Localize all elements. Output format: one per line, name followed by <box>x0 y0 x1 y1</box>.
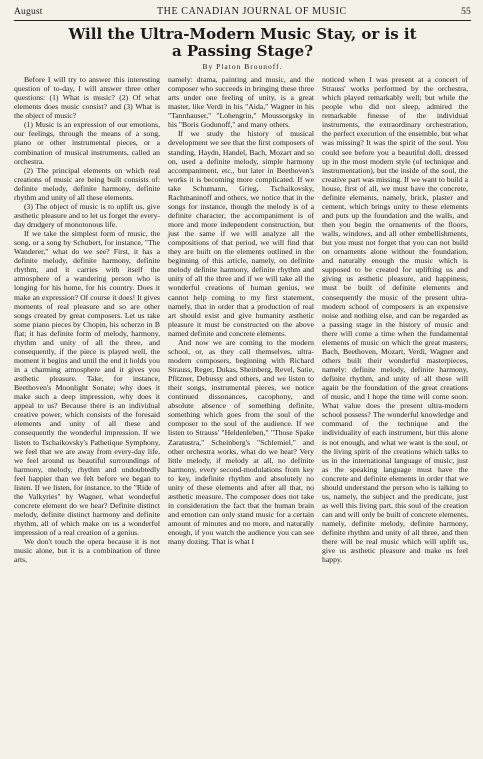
article-byline: By Platon Brounoff. <box>202 62 283 71</box>
column-3 <box>322 75 468 564</box>
paragraph: If we take the simplest form of music, the song, or a song by Schubert, for instance, "The Wanderer," what do we see? First, it has a definite melody, definite harmony, definite rhythm, and it carries with itself the atmosphere of a wandering person who is longing for his home, for his country. Does it make an expression? Of course it does! It gives moments of real pleasure and so are other songs created by great composers. Let us take some piano pieces by Chopin, his scherzo in B flat; it has definite form of melody, harmony, rhythm and unity of all the three, and consequently, if the piece is played well, the moment it begins and until the end it holds you in a charming atmosphere and it gives you æsthetic pleasure. Take, for instance, Beethoven's Moonlight Sonate; why does it make such a deep impression, why does it appeal to us? Because there is an individual creative power, which consists of the foresaid elements and unity of all these and consequently the wonderful impression. If we listen to Tschaikovsky's Pathetique Symphony, we feel that we are away from every-day life, we feel around us beautiful surroundings of harmony, melody, rhythm and undoubtedly feel happier than we felt before we began to listen. If we listen, for instance, to the "Ride of the Valkyries" by Wagner, what wonderful concrete element do we hear? Definite distinct melody, definite distinct harmony and definite rhythm, all of which make on us a wonderful impression of a real creation of a genius. <box>14 229 160 538</box>
paragraph: And now we are coming to the modern school, or, as they call themselves, ultra-modern composers, beginning with Richard Strauss, Reger, Dukas, Sheinberg, Revel, Satie, Pfitzner, Debussy and others, and we listen to their songs, instrumental pieces, we notice continued dissonances, cacophony, and absolute absence of something definite, something which goes from the soul of the composer to the soul of the audience. If we listen to Strauss' "Heldenleben," "Those Spake Zaratustra," Scheinberg's "Schlemiel," and other orchestra works, what do we hear? Very little melody, if melody at all, no definite harmony, every second-modulations from key to key, indefinite rhythm and absolutely no unity of these elements and after all that, no æsthetic measure. The composer does not take in consideration the fact that the human brain and emotion can only stand music for a certain amount of minutes and no more, and naturally enough, if you watch the audience you can see many dozing. That is what I <box>168 337 314 547</box>
paragraph: noticed when I was present at a concert of Strauss' works performed by the orchestra, which played remarkably well; but while the people who did not sleep, admired the remarkable finesse of the individual instruments, the extraordinary orchestration, the perfect execution of the ensemble, but what was missing? It was the spirit of the soul. You could see before you a beautiful doll, dressed up in the most modern style (of technique and instrumentation), but the inside of the soul, the creative part was missing. If we want to build a house, first of all, we must have the concrete, definite elements, namely, brick, plaster and cement, which brings unity to these elements and puts up the foundation and the walls, and then you begin the ornaments of the floors, walls, windows, and all other embellishments, but you must not forget that you can not build on ornaments alone without the foundation, and naturally enough the music which is supposed to be created for uplifting us and giving us æsthetic pleasure, and happiness, must be built of definite elements and consequently the music of the present ultra-modern school of composers is an expensive noise and nothing else, and can be regarded as a passing stage in the history of music and there will come a time when the fundamental elements of music on which the great masters, Bach, Beethoven, Mozart, Verdi, Wagner and others built their wonderful masterpieces, namely: definite melody, definite harmony, definite rhythm, and unity of all these will again be the foundation of the great creations of music, and I hope the time will come soon. What value does the present ultra-modern school possess? The wonderful knowledge and command of the technique and the individuality of each instrument, but this alone is not enough, and what we want is the soul, or the living spirit of the creations which talks to us in the international language of music, just as the speaking language must have the concrete and definite elements in order that we should understand the person who is talking to us, namely, the subject and the predicate, just as well this living part, this soul of the creation can and will only be built of concrete elements, namely, definite melody, definite harmony, definite rhythm and unity of all three, and then there will be real music which will uplift us, give us æsthetic pleasure and make us feel happy. <box>322 75 468 565</box>
article-title-line1: Will the Ultra-Modern Music Stay, or is it <box>68 25 417 43</box>
header-month: August <box>14 7 43 17</box>
header-rule <box>14 20 471 21</box>
paragraph: (2) The principal elements on which real creations of music are being built consists of: definite melody, definite harmony, definite rhythm and unity of all these elements. <box>14 165 160 202</box>
running-header <box>14 6 471 19</box>
paragraph: If we study the history of musical development we see that the first composers of standing, Haydn, Handel, Bach, Mozart and so on, used a definite melody, simple harmony accompaniment, etc., but later in Beethoven's works it is becoming more complicated. If we take Schumann, Grieg, Tschaikovsky, Rachmaninoff and others, we notice that in the songs for instance, though the melody is of a definite character, the accompaniment is of more and more independent construction, but just the same if we will analyze all the compositions of that period, we will find that they are built on the elements outlined in the beginning of this article, namely, on definite melody definite harmony, definite rhythm and unity of all the three and if we will take all the wonderful creations of human genius, we cannot help coming to my first statement, namely, that in order that a production of real art should exist and give humanity æsthetic pleasure it must be constructed on the above named definite and concrete elements. <box>168 129 314 338</box>
header-page-number: 55 <box>461 7 471 17</box>
article-body <box>14 75 471 564</box>
paragraph: (1) Music is an expression of our emotions, our feelings, through the means of a song, piano or other instrumental pieces, or a combination of musical instruments, called an orchestra. <box>14 120 160 166</box>
column-1 <box>14 75 160 564</box>
article-title-line2: a Passing Stage? <box>171 42 314 60</box>
header-journal-title: THE CANADIAN JOURNAL OF MUSIC <box>156 6 347 17</box>
paragraph: namely: drama, painting and music, and the composer who succeeds in bringing these three arts under one feeling of unity, is a great master, like Verdi in his "Aida," Wagner in his "Tannhauser," "Lohengrin," Moussorgsky in his "Boris Godunoff," and many others. <box>168 75 314 130</box>
article-title <box>14 26 471 60</box>
paragraph: (3) The object of music is to uplift us, give æsthetic pleasure and to let us forget the every-day drudgery of monotonous life. <box>14 201 160 229</box>
paragraph: We don't touch the opera because it is not music alone, but it is a combination of three arts, <box>14 537 160 565</box>
paragraph: Before I will try to answer this interesting question of to-day, I will answer three other questions: (1) What is music? (2) Of what elements does music consist? and (3) What is the object of music? <box>14 75 160 121</box>
column-2 <box>168 75 314 564</box>
